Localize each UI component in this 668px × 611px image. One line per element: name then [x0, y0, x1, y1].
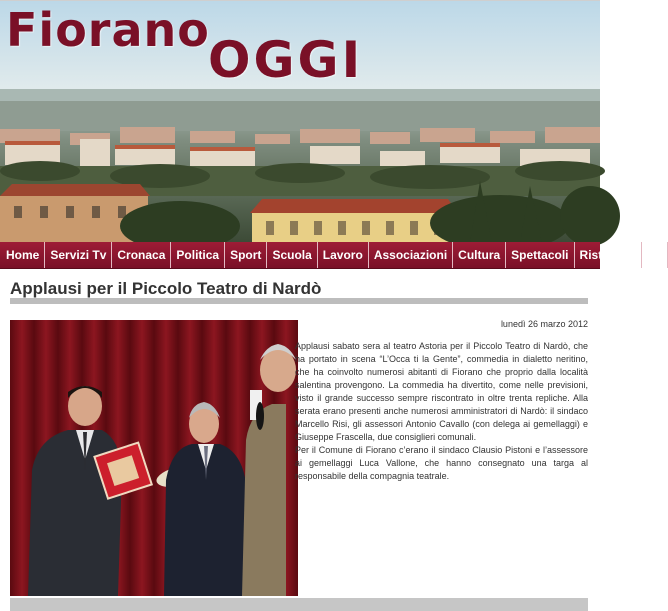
- nav-item-sport[interactable]: Sport: [225, 242, 267, 268]
- nav-item-associazioni[interactable]: Associazioni: [369, 242, 453, 268]
- article-paragraph: Per il Comune di Fiorano c’erano il sindaco Clausio Pistoni e l’assessore ai gemellaggi Luca Vallone, che hanno consegnato una targa al responsabile della compagnia teatrale.: [295, 445, 588, 481]
- article-title: Applausi per il Piccolo Teatro di Nardò: [10, 279, 322, 298]
- nav-item-politica[interactable]: Politica: [171, 242, 225, 268]
- nav-item-scuola[interactable]: Scuola: [267, 242, 317, 268]
- nav-item-servizi-tv[interactable]: Servizi Tv: [45, 242, 112, 268]
- nav-item-cultura[interactable]: Cultura: [453, 242, 506, 268]
- nav-item-cronaca[interactable]: Cronaca: [112, 242, 171, 268]
- footer-divider: [10, 598, 588, 611]
- header-banner: [0, 0, 600, 243]
- nav-item-ristoranti[interactable]: Ristoranti: [575, 242, 642, 268]
- nav-item-home[interactable]: Home: [0, 242, 45, 268]
- article-date: lunedì 26 marzo 2012: [500, 319, 588, 329]
- nav-item-spettacoli[interactable]: Spettacoli: [506, 242, 574, 268]
- site-logo-fiorano[interactable]: Fiorano: [6, 3, 210, 57]
- nav-item-lavoro[interactable]: Lavoro: [318, 242, 369, 268]
- title-divider: [10, 298, 588, 304]
- article-photo: [10, 320, 286, 596]
- article-paragraph: Applausi sabato sera al teatro Astoria per il Piccolo Teatro di Nardò, che ha portato in scena “L’Occa ti la Gente”, commedia in dialetto neritino, che ha coinvolto numerosi abitanti di Fiorano che proprio dalla località salentina provengono. La commedia ha divertito, come nelle previsioni, visto il grande successo sempre riscontrato in oltre trenta repliche. Alla serata erano presenti anche numerosi amministratori di Nardò: il sindaco Marcello Risi, gli assessori Antonio Cavallo (con delega ai gemellaggi) e Giuseppe Frascella, due consiglieri comunali.: [295, 341, 588, 442]
- nav-item-more[interactable]: Ne: [642, 242, 668, 268]
- article-body: [295, 340, 588, 483]
- site-logo-oggi[interactable]: OGGI: [208, 31, 364, 89]
- main-nav: [0, 242, 662, 269]
